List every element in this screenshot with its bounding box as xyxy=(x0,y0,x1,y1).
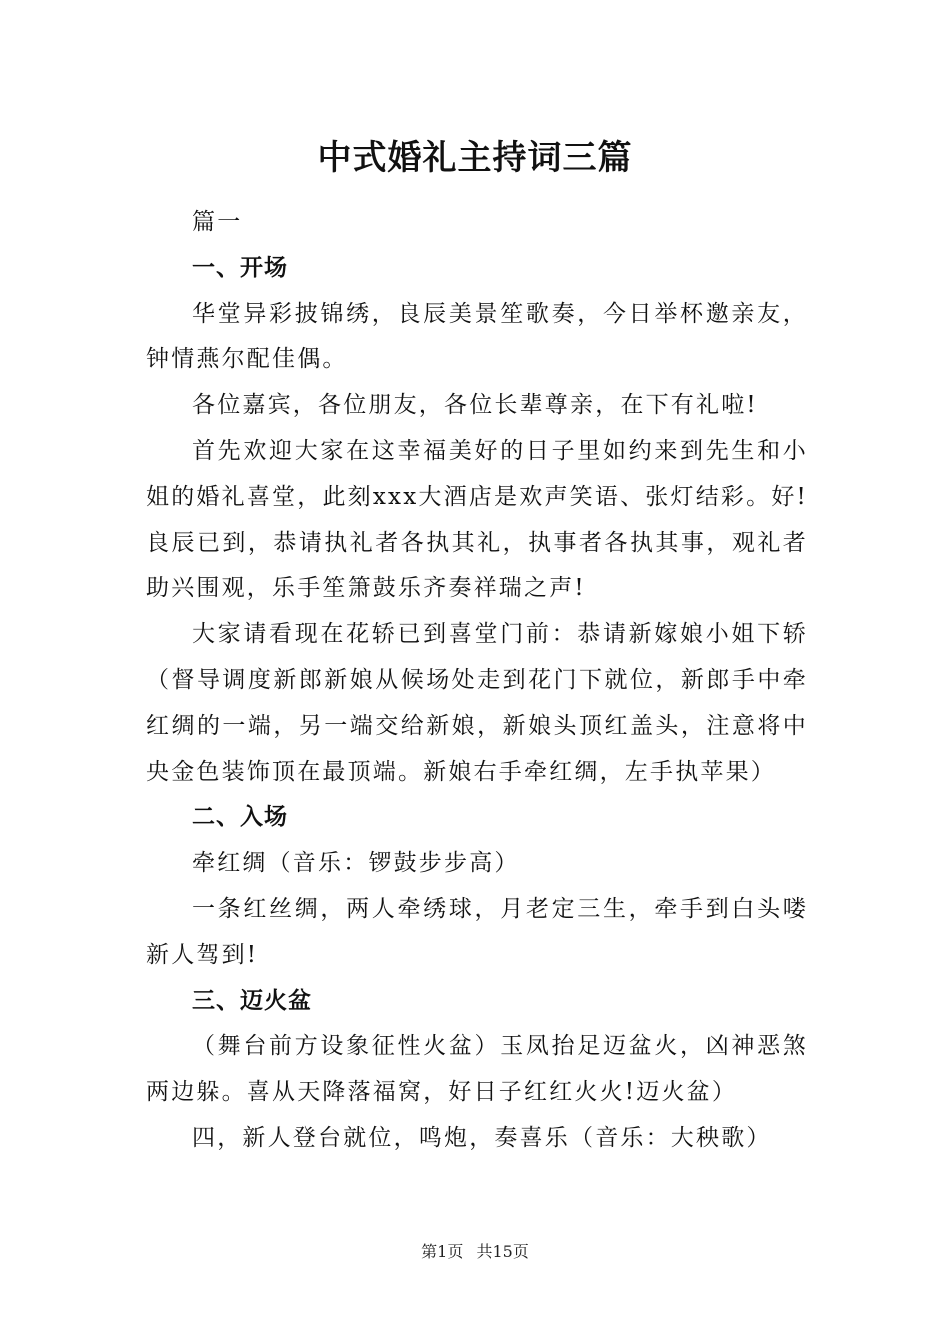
page-number: 第1页 xyxy=(421,1242,464,1261)
section-heading-fire-basin: 三、迈火盆 xyxy=(192,987,312,1014)
document-body xyxy=(146,200,808,1162)
paragraph: 四，新人登台就位，鸣炮，奏喜乐（音乐：大秧歌） xyxy=(192,1124,772,1151)
section-heading-entrance: 二、入场 xyxy=(192,804,288,831)
page-footer xyxy=(0,1240,950,1264)
paragraph: 一条红丝绸，两人牵绣球，月老定三生，牵手到白头喽新人驾到! xyxy=(146,895,808,968)
section-label: 篇一 xyxy=(192,209,243,235)
paragraph: 首先欢迎大家在这幸福美好的日子里如约来到先生和小姐的婚礼喜堂，此刻xxx大酒店是欢声笑语、张灯结彩。好!良辰已到，恭请执礼者各执其礼，执事者各执其事，观礼者助兴围观，乐手笙箫鼓乐齐奏祥瑞之声! xyxy=(146,437,808,602)
paragraph: 牵红绸（音乐：锣鼓步步高） xyxy=(192,850,520,877)
page-total: 共15页 xyxy=(476,1242,529,1261)
paragraph: 华堂异彩披锦绣，良辰美景笙歌奏，今日举杯邀亲友，钟情燕尔配佳偶。 xyxy=(146,300,808,373)
document-title: 中式婚礼主持词三篇 xyxy=(317,138,633,178)
paragraph: 大家请看现在花轿已到喜堂门前：恭请新嫁娘小姐下轿（督导调度新郎新娘从候场处走到花门下就位，新郎手中牵红绸的一端，另一端交给新娘，新娘头顶红盖头，注意将中央金色装饰顶在最顶端。新娘右手牵红绸，左手执苹果） xyxy=(146,621,808,785)
section-heading-opening: 一、开场 xyxy=(192,254,288,281)
paragraph: （舞台前方设象征性火盆）玉凤抬足迈盆火，凶神恶煞两边躲。喜从天降落福窝，好日子红红火火!迈火盆） xyxy=(146,1033,808,1106)
paragraph: 各位嘉宾，各位朋友，各位长辈尊亲，在下有礼啦! xyxy=(192,392,758,419)
